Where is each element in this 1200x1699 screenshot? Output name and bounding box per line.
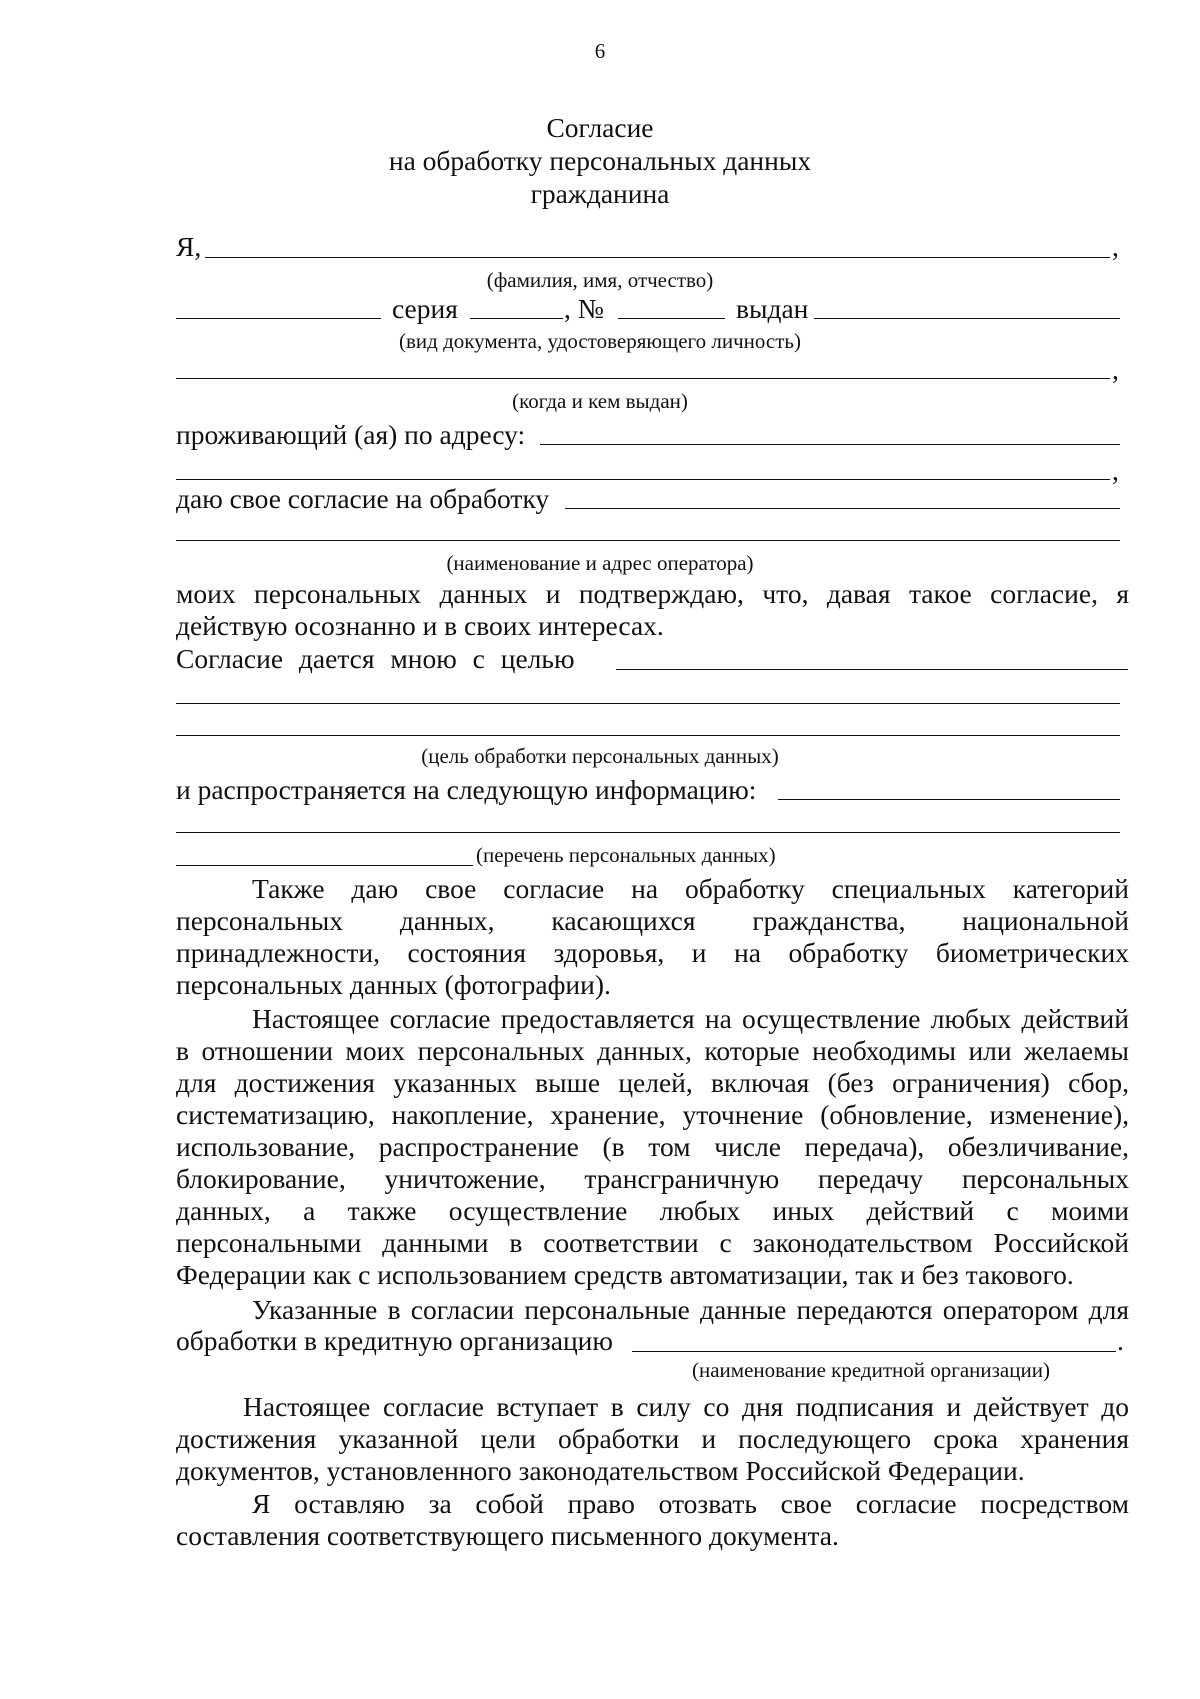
text-line: использование, распространение (в том числе передача), обезличивание,	[176, 1131, 1129, 1162]
text-line: систематизацию, накопление, хранение, уточнение (обновление, изменение),	[176, 1099, 1129, 1130]
text-line: Настоящее согласие вступает в силу со дня подписания и действует до	[243, 1391, 1129, 1422]
actions-paragraph	[176, 1003, 1129, 1291]
series-field[interactable]	[470, 318, 563, 319]
text-line: составления соответствующего письменного документа.	[176, 1520, 839, 1551]
document-title: Согласие	[546, 112, 654, 143]
id-doc-caption: (вид документа, удостоверяющего личность)	[398, 329, 801, 353]
number-field[interactable]	[618, 318, 725, 319]
text-line: действую осознанно и в своих интересах.	[176, 610, 664, 641]
text-line: моих персональных данных и подтверждаю, что, давая такое согласие, я	[176, 578, 1129, 609]
comma: ,	[1112, 354, 1119, 385]
purpose-label: Согласие дается мною с целью	[176, 643, 575, 674]
issued-label: выдан	[736, 293, 809, 324]
address-label: проживающий (ая) по адресу:	[176, 419, 526, 450]
revoke-paragraph	[176, 1488, 1129, 1552]
operator-field[interactable]	[565, 508, 1120, 509]
document-subtitle: на обработку персональных данных	[388, 145, 812, 176]
comma: ,	[1112, 231, 1119, 262]
issued-by-field[interactable]	[176, 378, 1110, 379]
text-line: персональными данными в соответствии с законодательством Российской	[176, 1227, 1129, 1258]
text-line: данных, а также осуществление любых иных действий с моими	[176, 1195, 1129, 1226]
text-line: в отношении моих персональных данных, которые необходимы или желаемы	[176, 1035, 1129, 1066]
purpose-caption: (цель обработки персональных данных)	[421, 744, 779, 768]
period: .	[1117, 1325, 1124, 1356]
fio-caption: (фамилия, имя, отчество)	[486, 268, 714, 292]
purpose-field[interactable]	[616, 669, 1128, 670]
operator-caption: (наименование и адрес оператора)	[446, 551, 754, 575]
transfer-paragraph	[176, 1294, 1129, 1326]
series-label: серия	[392, 293, 458, 324]
text-line: блокирование, уничтожение, трансграничную передачу персональных	[176, 1163, 1129, 1194]
text-line: Настоящее согласие предоставляется на осуществление любых действий	[252, 1003, 1129, 1034]
text-line: достижения указанной цели обработки и последующего срока хранения	[176, 1423, 1129, 1454]
number-label: , №	[564, 293, 604, 324]
doc-type-field[interactable]	[176, 318, 381, 319]
i-label: Я,	[176, 231, 202, 262]
info-field-3[interactable]	[176, 865, 473, 866]
bank-caption: (наименование кредитной организации)	[692, 1358, 1050, 1382]
transfer-line-2: обработки в кредитную организацию	[176, 1325, 613, 1356]
text-line: Федерации как с использованием средств автоматизации, так и без такового.	[176, 1259, 1074, 1290]
document-subtitle-2: гражданина	[530, 178, 670, 209]
text-line: Я оставляю за собой право отозвать свое согласие посредством	[252, 1488, 1129, 1519]
info-label: и распространяется на следующую информацию:	[176, 774, 757, 805]
text-line: документов, установленного законодательством Российской Федерации.	[176, 1455, 1025, 1486]
page-number: 6	[594, 39, 606, 63]
address-field-2[interactable]	[176, 479, 1110, 480]
address-field[interactable]	[540, 444, 1120, 445]
list-caption: (перечень персональных данных)	[476, 843, 776, 867]
issued-field[interactable]	[814, 318, 1120, 319]
text-line: персональных данных, касающихся гражданства, национальной	[176, 905, 1129, 936]
info-field-2[interactable]	[176, 832, 1120, 833]
text-line: Указанные в согласии персональные данные передаются оператором для	[252, 1294, 1129, 1325]
text-line: персональных данных (фотографии).	[176, 969, 611, 1000]
my-data-text	[176, 578, 1129, 642]
bank-field[interactable]	[632, 1351, 1116, 1352]
text-line: для достижения указанных выше целей, включая (без ограничения) сбор,	[176, 1067, 1129, 1098]
issued-caption: (когда и кем выдан)	[512, 389, 688, 413]
text-line: принадлежности, состояния здоровья, и на обработку биометрических	[176, 937, 1129, 968]
purpose-field-2[interactable]	[176, 703, 1120, 704]
info-field[interactable]	[778, 799, 1120, 800]
validity-paragraph	[176, 1391, 1129, 1487]
text-line: Также даю свое согласие на обработку специальных категорий	[252, 873, 1129, 904]
fio-field[interactable]	[205, 257, 1110, 258]
operator-field-2[interactable]	[176, 540, 1120, 541]
consent-label: даю свое согласие на обработку	[176, 483, 550, 514]
special-categories-paragraph	[176, 873, 1129, 1001]
purpose-field-3[interactable]	[176, 735, 1120, 736]
comma: ,	[1112, 455, 1119, 486]
